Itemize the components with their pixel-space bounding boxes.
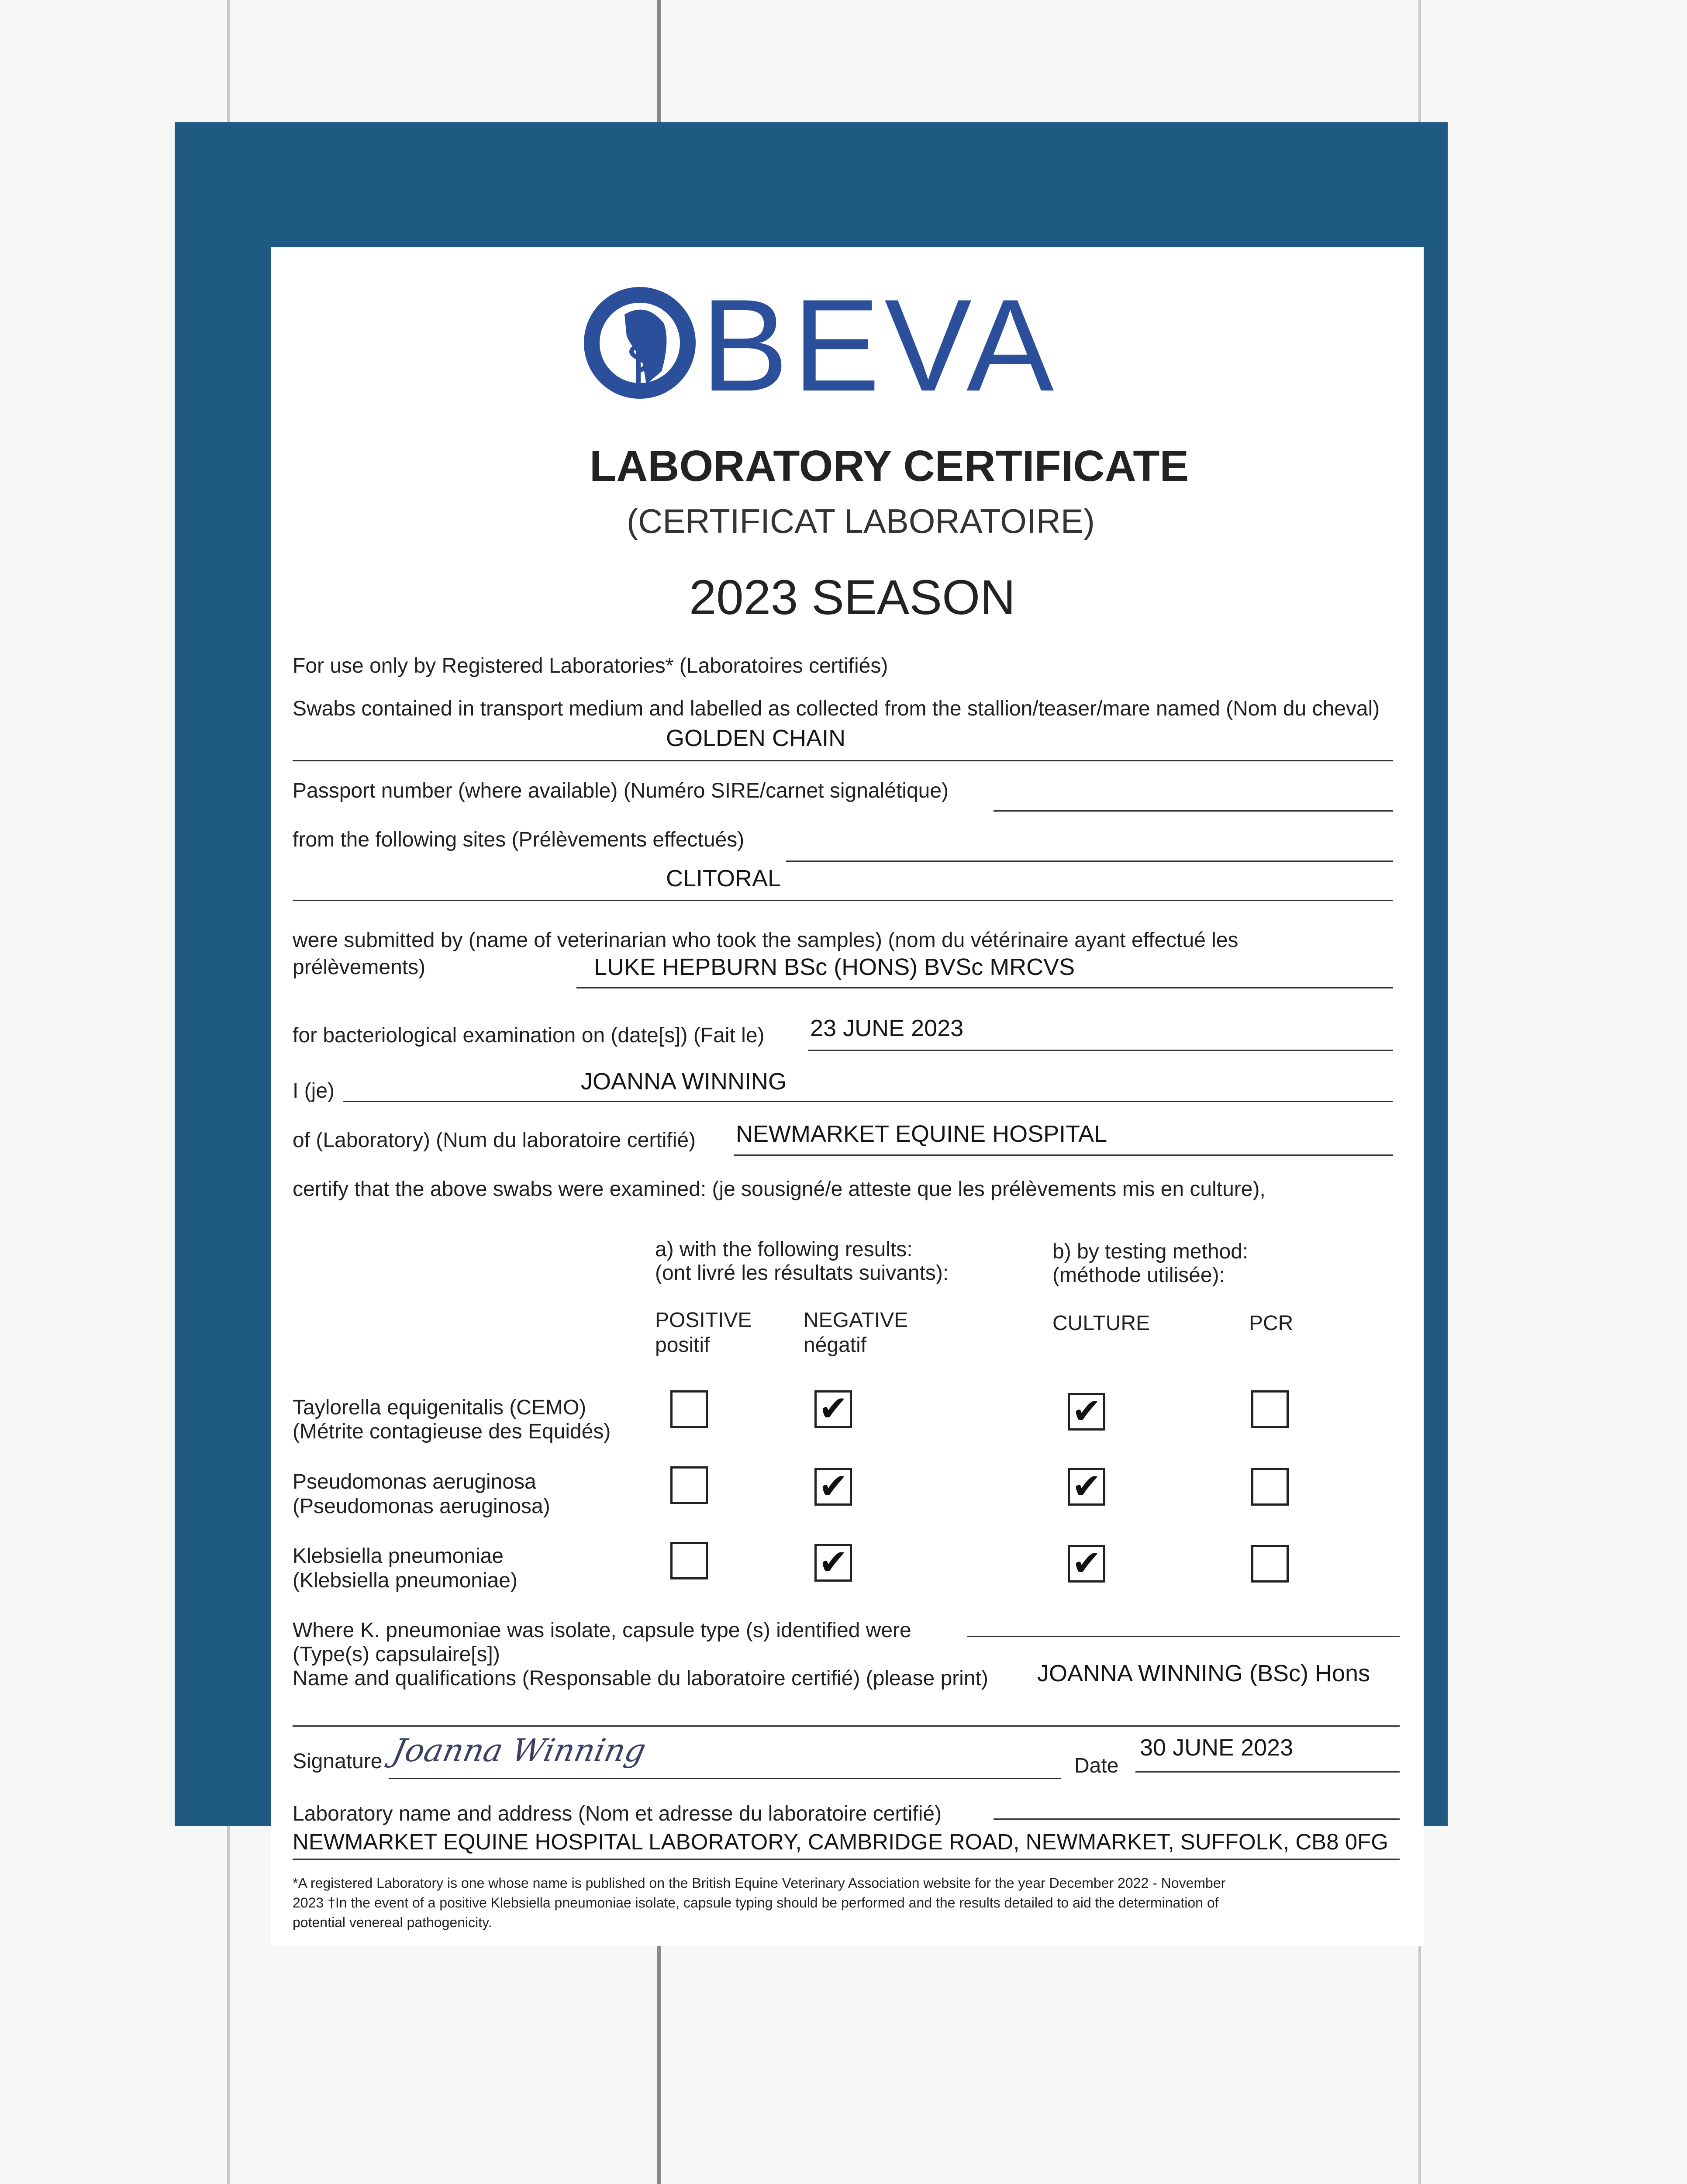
date-label: Date [1074,1754,1119,1777]
checkbox-negative[interactable]: ✔ [814,1544,852,1582]
col-negative-2: négatif [804,1334,867,1357]
horse-name: GOLDEN CHAIN [666,725,846,751]
col-negative-1: NEGATIVE [804,1309,908,1332]
checkbox-negative[interactable]: ✔ [814,1390,852,1428]
checkbox-pcr[interactable] [1251,1390,1289,1428]
checkbox-culture[interactable]: ✔ [1068,1545,1105,1583]
col-pcr: PCR [1249,1312,1294,1335]
footnote-line-2: 2023 †In the event of a positive Klebsiella pneumoniae isolate, capsule typing should be performed and the results detailed to aid the determination of [293,1895,1219,1911]
vet-name: LUKE HEPBURN BSc (HONS) BVSc MRCVS [594,954,1075,980]
checkbox-pcr[interactable] [1251,1545,1289,1583]
passport-rule [994,810,1393,812]
season-heading: 2023 SEASON [689,570,1016,625]
checkbox-positive[interactable] [670,1390,708,1428]
usage-note: For use only by Registered Laboratories* (Laboratoires certifiés) [293,654,888,677]
checkbox-positive[interactable] [670,1542,708,1579]
name-qualifications-label: Name and qualifications (Responsable du laboratoire certifié) (please print) [293,1667,988,1690]
page-subtitle: (CERTIFICAT LABORATOIRE) [627,502,1095,540]
lab-address-value: NEWMARKET EQUINE HOSPITAL LABORATORY, CAMBRIDGE ROAD, NEWMARKET, SUFFOLK, CB8 0FG [293,1829,1388,1854]
organism-name: Pseudomonas aeruginosa [293,1470,536,1493]
sites-rule-2 [293,900,1393,901]
method-heading-1: b) by testing method: [1052,1240,1249,1263]
signature: Joanna Winning [389,1732,649,1769]
horse-name-rule [293,760,1393,761]
capsule-label-1: Where K. pneumoniae was isolate, capsule type (s) identified were [293,1619,911,1642]
sites-label: from the following sites (Prélèvements effectués) [293,828,745,851]
lab-name-rule [734,1154,1393,1156]
certifier-rule [343,1101,1393,1102]
date-rule [1135,1771,1400,1773]
lab-address-label: Laboratory name and address (Nom et adresse du laboratoire certifié) [293,1802,942,1825]
lab-name: NEWMARKET EQUINE HOSPITAL [736,1121,1107,1147]
certify-text: certify that the above swabs were examined: (je sousigné/e atteste que les prélèvements mis en culture), [293,1178,1266,1201]
checkbox-negative[interactable]: ✔ [814,1468,852,1506]
swabs-label: Swabs contained in transport medium and labelled as collected from the stallion/teaser/mare named (Nom du cheval) [293,697,1380,720]
capsule-rule [967,1636,1400,1637]
organism-name-fr: (Klebsiella pneumoniae) [293,1569,517,1592]
sites-value: CLITORAL [666,865,781,892]
name-qualifications-rule [293,1725,1400,1727]
beva-logo-icon [581,284,699,402]
signature-date: 30 JUNE 2023 [1140,1735,1294,1761]
signature-rule [389,1778,1061,1779]
organism-name-fr: (Métrite contagieuse des Equidés) [293,1420,611,1443]
submitted-label-1: were submitted by (name of veterinarian who took the samples) (nom du vétérinaire ayant effectué les [293,929,1239,952]
footnote-line-1: *A registered Laboratory is one whose name is published on the British Equine Veterinary Association website for the year December 2022 - November [293,1875,1226,1891]
exam-date: 23 JUNE 2023 [810,1015,964,1041]
col-positive-1: POSITIVE [655,1309,752,1332]
checkbox-culture[interactable]: ✔ [1068,1393,1105,1431]
name-qualifications-value: JOANNA WINNING (BSc) Hons [1037,1660,1370,1686]
certifier-label: I (je) [293,1079,335,1102]
submitted-label-2: prélèvements) [293,956,426,979]
lab-label: of (Laboratory) (Num du laboratoire certifié) [293,1129,696,1152]
checkbox-culture[interactable]: ✔ [1068,1468,1105,1506]
organism-name: Taylorella equigenitalis (CEMO) [293,1396,586,1419]
sites-rule-1 [786,860,1393,862]
passport-label: Passport number (where available) (Numéro SIRE/carnet signalétique) [293,779,949,802]
method-heading-2: (méthode utilisée): [1052,1264,1225,1287]
checkbox-pcr[interactable] [1251,1468,1289,1506]
col-culture: CULTURE [1052,1312,1150,1335]
certifier-name: JOANNA WINNING [581,1068,787,1095]
page-title: LABORATORY CERTIFICATE [590,442,1189,491]
lab-address-rule-2 [293,1859,1400,1860]
signature-label: Signature [293,1750,383,1773]
certificate-paper [271,247,1424,1946]
results-heading-1: a) with the following results: [655,1238,913,1261]
results-heading-2: (ont livré les résultats suivants): [655,1261,949,1285]
exam-date-label: for bacteriological examination on (date[s]) (Fait le) [293,1024,765,1047]
capsule-label-2: (Type(s) capsulaire[s]) [293,1643,500,1666]
brand-wordmark: BEVA [701,272,1059,418]
organism-name: Klebsiella pneumoniae [293,1545,504,1568]
organism-name-fr: (Pseudomonas aeruginosa) [293,1495,550,1518]
checkbox-positive[interactable] [670,1466,708,1504]
footnote-line-3: potential venereal pathogenicity. [293,1914,492,1930]
lab-address-rule-1 [994,1818,1400,1820]
exam-date-rule [808,1050,1393,1051]
vet-name-rule [576,987,1393,988]
col-positive-2: positif [655,1334,710,1357]
